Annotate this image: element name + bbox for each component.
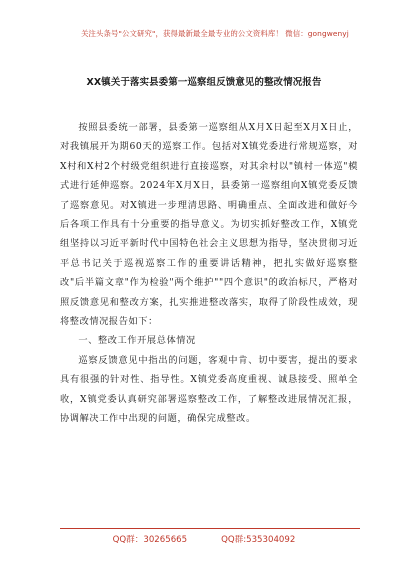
- footer-qq-group-1: QQ群：30265665: [112, 535, 188, 545]
- footer: [0, 533, 408, 545]
- header-notice: 关注头条号"公文研究"，获得最新最全最专业的公文资料库！ 微信：gongwenyj: [81, 28, 349, 38]
- footer-qq-group-2: QQ群:535304092: [221, 535, 296, 545]
- document-body: [60, 118, 358, 429]
- section-heading: 一、整改工作开展总体情况: [78, 335, 196, 347]
- header-banner: [70, 22, 360, 44]
- intro-paragraph: 按照县委统一部署，县委第一巡察组从X月X日起至X月X日止，对我镇展开为期60天的巡察工作。包括对X镇党委进行常规巡察，对X村和X村2个村级党组织进行直接巡察，对其余村以"镇村一体巡"模式进行延伸巡察。2024年X月X日，县委第一巡察组向X镇党委反馈了巡察意见。对X镇进一步理清思路、明确重点、全面改进和做好今后各项工作具有十分重要的指导意义。为切实抓好整改工作，X镇党组坚持以习近平新时代中国特色社会主义思想为指导，坚决贯彻习近平总书记关于巡视巡察工作的重要讲话精神，把扎实做好巡察整改"后半篇文章"作为检验"两个维护""四个意识"的政治标尺，严格对照反馈意见和整改方案，扎实推进整改落实，取得了阶段性成效，现将整改情况报告如下：: [60, 122, 358, 328]
- footer-divider: [60, 528, 360, 529]
- document-title: XX镇关于落实县委第一巡察组反馈意见的整改情况报告: [86, 77, 322, 88]
- section-paragraph: 巡察反馈意见中指出的问题，客观中肯、切中要害，提出的要求具有很强的针对性、指导性。X镇党委高度重视、诚恳接受、照单全收，X镇党委认真研究部署巡察整改工作，了解整改进展情况汇报，协调解决工作中出现的问题，确保完成整改。: [60, 354, 358, 425]
